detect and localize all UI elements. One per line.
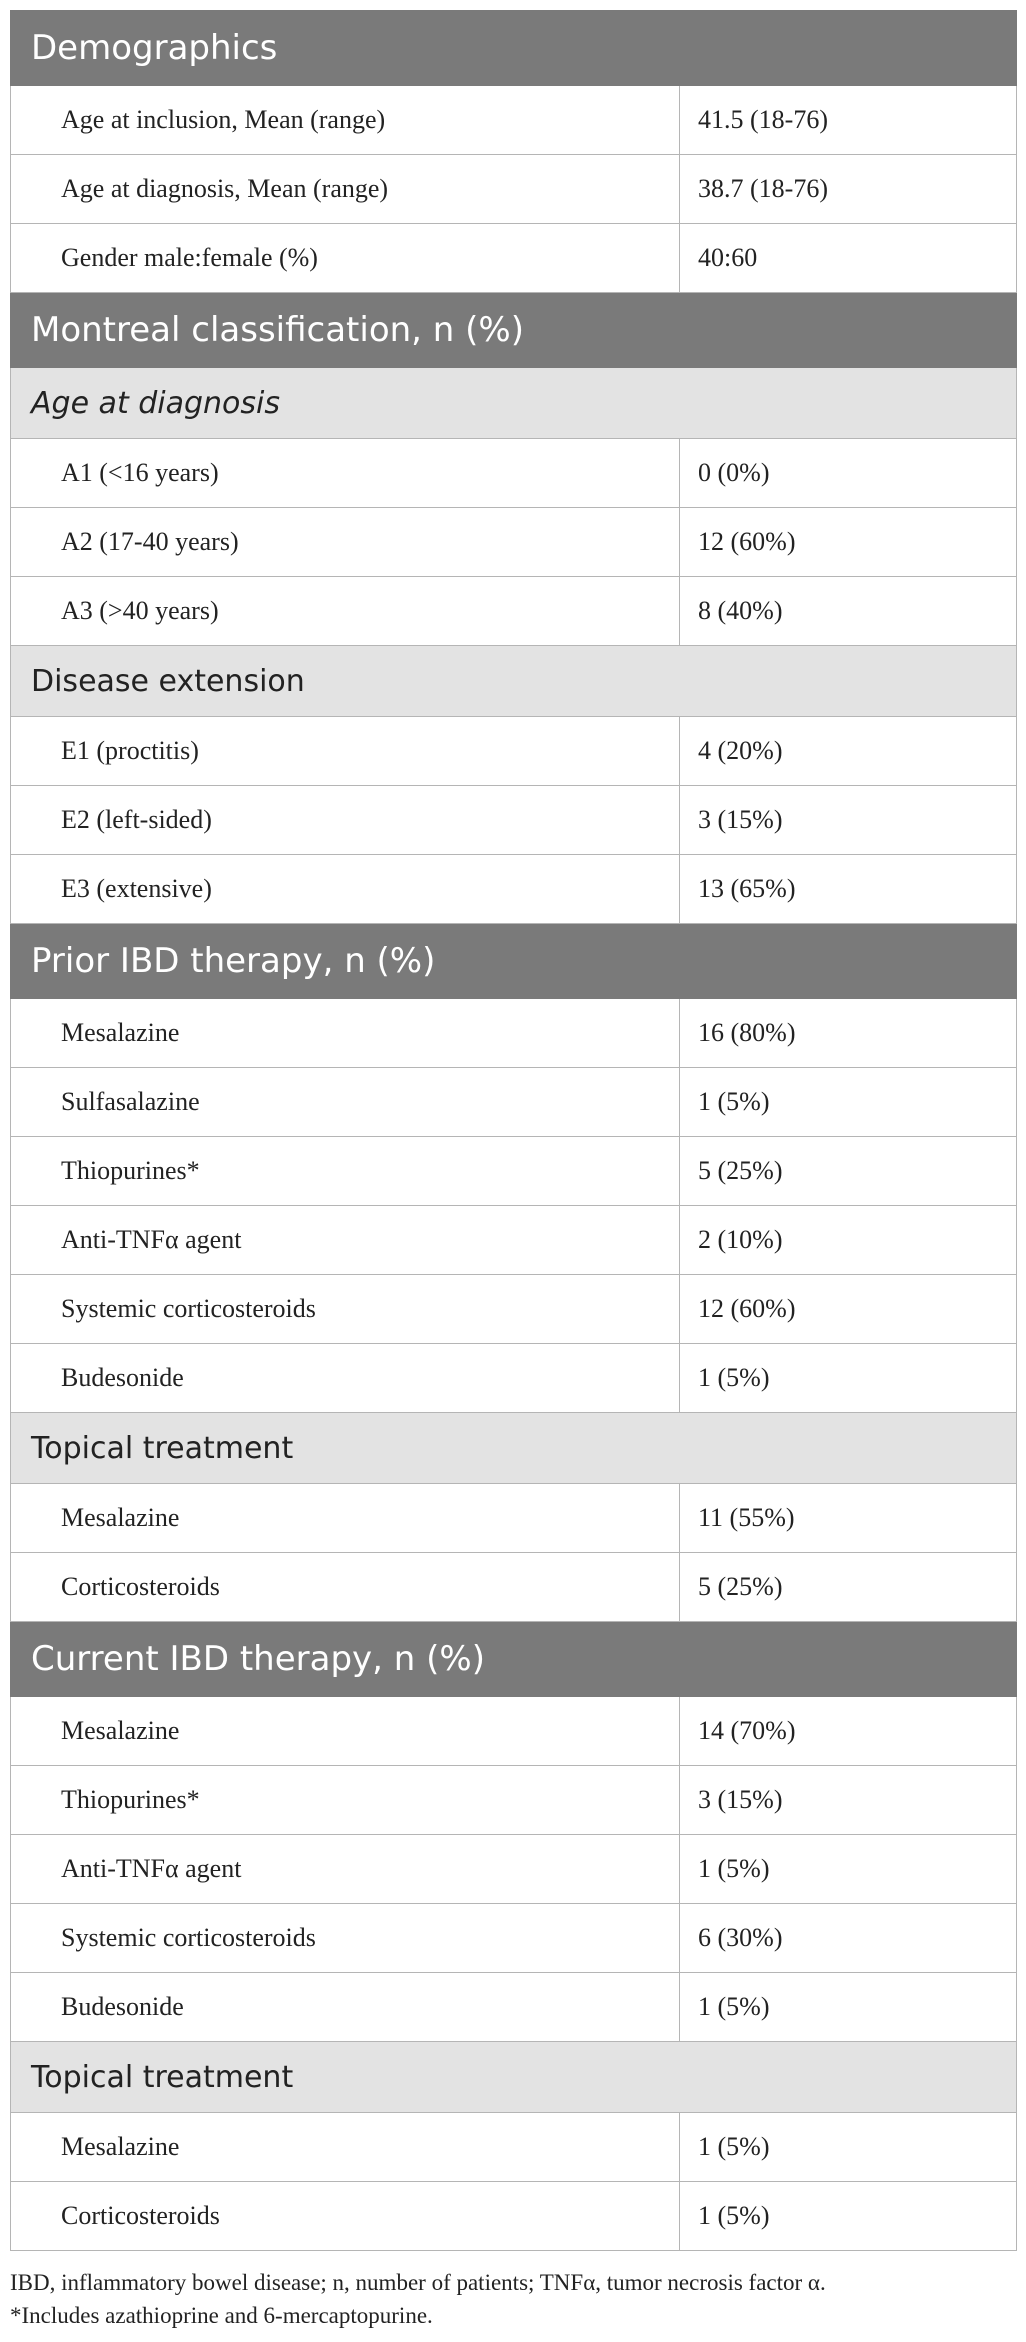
table-row xyxy=(11,1766,1017,1835)
subsection-title: Topical treatment xyxy=(11,1413,1017,1484)
table-row xyxy=(11,1484,1017,1553)
row-value: 3 (15%) xyxy=(680,786,1017,855)
row-value: 1 (5%) xyxy=(680,2113,1017,2182)
row-label: Systemic corticosteroids xyxy=(11,1904,680,1973)
table-row xyxy=(11,1206,1017,1275)
table-row xyxy=(11,86,1017,155)
row-label: Anti-TNFα agent xyxy=(11,1835,680,1904)
table-row xyxy=(11,786,1017,855)
table-row xyxy=(11,1904,1017,1973)
row-label: Mesalazine xyxy=(11,2113,680,2182)
row-value: 1 (5%) xyxy=(680,1835,1017,1904)
row-label: Gender male:female (%) xyxy=(11,224,680,293)
table-row xyxy=(11,1973,1017,2042)
subsection-title: Topical treatment xyxy=(11,2042,1017,2113)
table-row xyxy=(11,2182,1017,2251)
section-title: Current IBD therapy, n (%) xyxy=(11,1622,1017,1697)
row-label: Age at inclusion, Mean (range) xyxy=(11,86,680,155)
section-header-row xyxy=(11,11,1017,86)
row-value: 1 (5%) xyxy=(680,2182,1017,2251)
table-row xyxy=(11,717,1017,786)
table-row xyxy=(11,1835,1017,1904)
table-row xyxy=(11,224,1017,293)
table-row xyxy=(11,508,1017,577)
table-footnotes xyxy=(10,2266,1016,2332)
row-value: 0 (0%) xyxy=(680,439,1017,508)
row-label: A2 (17-40 years) xyxy=(11,508,680,577)
row-label: Systemic corticosteroids xyxy=(11,1275,680,1344)
subsection-header-row xyxy=(11,2042,1017,2113)
table-row xyxy=(11,439,1017,508)
row-label: Thiopurines* xyxy=(11,1766,680,1835)
section-title: Montreal classification, n (%) xyxy=(11,293,1017,368)
row-value: 40:60 xyxy=(680,224,1017,293)
row-value: 41.5 (18-76) xyxy=(680,86,1017,155)
row-label: Corticosteroids xyxy=(11,1553,680,1622)
row-value: 12 (60%) xyxy=(680,1275,1017,1344)
section-title: Demographics xyxy=(11,11,1017,86)
subsection-header-row xyxy=(11,646,1017,717)
row-label: Budesonide xyxy=(11,1344,680,1413)
table-row xyxy=(11,999,1017,1068)
row-value: 5 (25%) xyxy=(680,1137,1017,1206)
row-value: 2 (10%) xyxy=(680,1206,1017,1275)
row-label: Mesalazine xyxy=(11,1697,680,1766)
subsection-title: Disease extension xyxy=(11,646,1017,717)
subsection-header-row xyxy=(11,1413,1017,1484)
row-label: Thiopurines* xyxy=(11,1137,680,1206)
row-value: 14 (70%) xyxy=(680,1697,1017,1766)
row-label: E2 (left-sided) xyxy=(11,786,680,855)
section-header-row xyxy=(11,293,1017,368)
table-row xyxy=(11,2113,1017,2182)
demographics-table xyxy=(10,10,1017,2251)
footnote-abbreviations: IBD, inflammatory bowel disease; n, number of patients; TNFα, tumor necrosis factor α. xyxy=(10,2270,826,2295)
row-value: 38.7 (18-76) xyxy=(680,155,1017,224)
row-label: Mesalazine xyxy=(11,1484,680,1553)
row-value: 16 (80%) xyxy=(680,999,1017,1068)
row-value: 11 (55%) xyxy=(680,1484,1017,1553)
section-header-row xyxy=(11,1622,1017,1697)
table-row xyxy=(11,1137,1017,1206)
subsection-title: Age at diagnosis xyxy=(11,368,1017,439)
row-value: 1 (5%) xyxy=(680,1344,1017,1413)
section-header-row xyxy=(11,924,1017,999)
row-label: Budesonide xyxy=(11,1973,680,2042)
row-value: 5 (25%) xyxy=(680,1553,1017,1622)
row-label: A3 (>40 years) xyxy=(11,577,680,646)
row-value: 6 (30%) xyxy=(680,1904,1017,1973)
table-row xyxy=(11,577,1017,646)
footnote-thiopurines: *Includes azathioprine and 6-mercaptopurine. xyxy=(10,2303,433,2328)
table-row xyxy=(11,1068,1017,1137)
row-label: E1 (proctitis) xyxy=(11,717,680,786)
row-label: Sulfasalazine xyxy=(11,1068,680,1137)
section-title: Prior IBD therapy, n (%) xyxy=(11,924,1017,999)
row-value: 8 (40%) xyxy=(680,577,1017,646)
row-label: Anti-TNFα agent xyxy=(11,1206,680,1275)
table-row xyxy=(11,155,1017,224)
row-label: A1 (<16 years) xyxy=(11,439,680,508)
row-value: 4 (20%) xyxy=(680,717,1017,786)
row-value: 1 (5%) xyxy=(680,1973,1017,2042)
row-label: Age at diagnosis, Mean (range) xyxy=(11,155,680,224)
table-row xyxy=(11,1553,1017,1622)
row-label: Corticosteroids xyxy=(11,2182,680,2251)
row-label: E3 (extensive) xyxy=(11,855,680,924)
row-value: 1 (5%) xyxy=(680,1068,1017,1137)
table-row xyxy=(11,1697,1017,1766)
row-value: 13 (65%) xyxy=(680,855,1017,924)
table-body xyxy=(11,11,1017,2251)
table-row xyxy=(11,1275,1017,1344)
subsection-header-row xyxy=(11,368,1017,439)
row-value: 12 (60%) xyxy=(680,508,1017,577)
row-value: 3 (15%) xyxy=(680,1766,1017,1835)
row-label: Mesalazine xyxy=(11,999,680,1068)
table-row xyxy=(11,1344,1017,1413)
table-row xyxy=(11,855,1017,924)
